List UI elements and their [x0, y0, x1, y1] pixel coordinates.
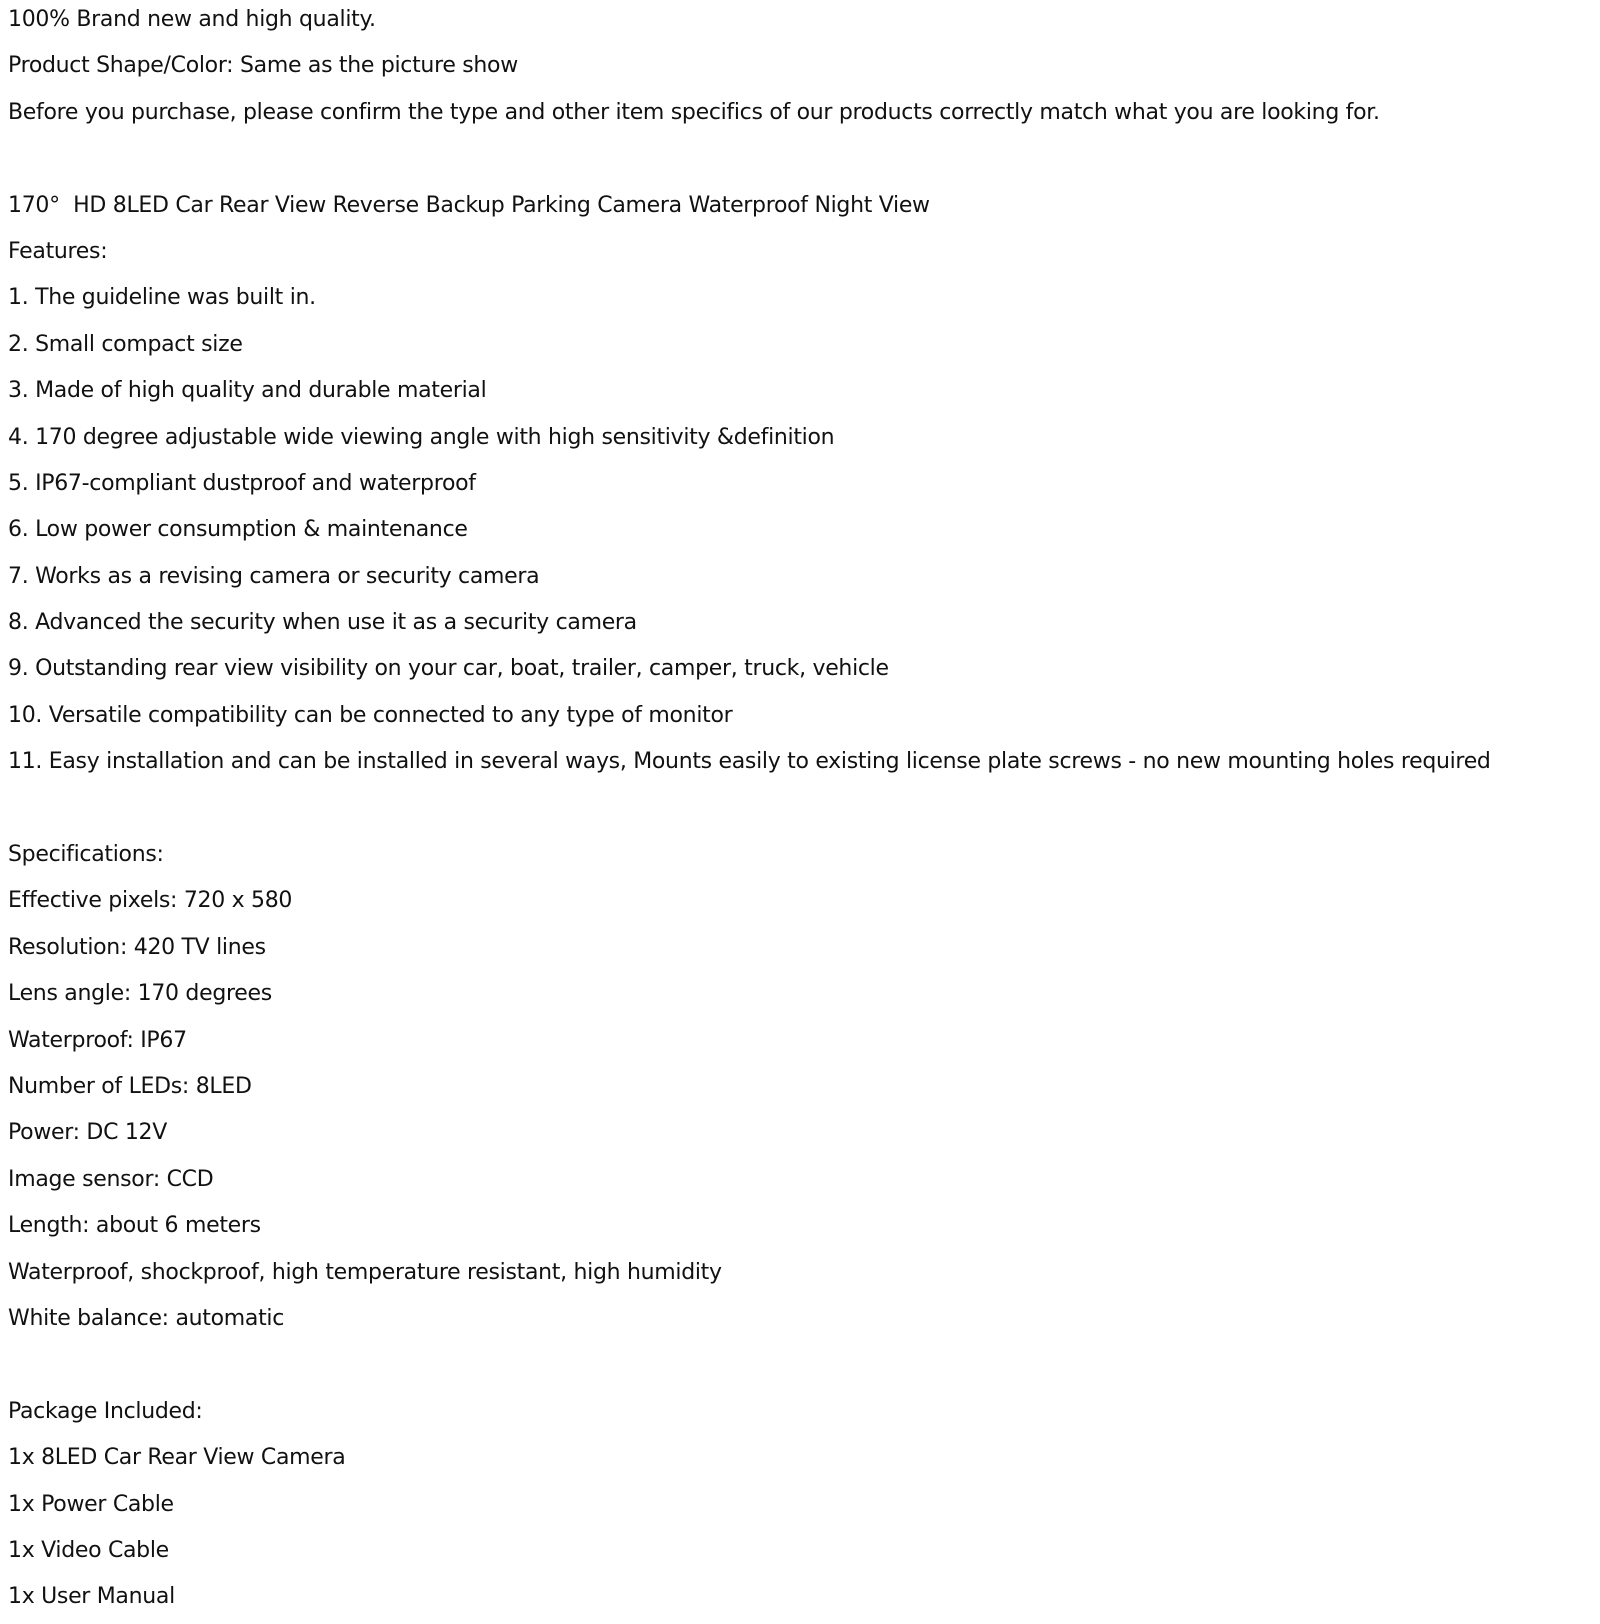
spec-item: Lens angle: 170 degrees: [8, 981, 272, 1007]
feature-item: 5. IP67-compliant dustproof and waterproof: [8, 470, 476, 496]
package-item: 1x User Manual: [8, 1584, 175, 1610]
spec-item: Waterproof, shockproof, high temperature resistant, high humidity: [8, 1259, 722, 1285]
package-item: 1x Video Cable: [8, 1537, 169, 1563]
product-title: 170° HD 8LED Car Rear View Reverse Backup Parking Camera Waterproof Night View: [8, 192, 930, 218]
intro-quality-text: 100% Brand new and high quality.: [8, 7, 376, 32]
package-heading: Package Included:: [8, 1398, 203, 1424]
specifications-section: [8, 835, 1600, 1345]
spec-item: Waterproof: IP67: [8, 1027, 187, 1053]
feature-item: 1. The guideline was built in.: [8, 285, 316, 311]
spec-item: White balance: automatic: [8, 1305, 285, 1331]
blank-line: [8, 789, 1600, 835]
features-section: [8, 186, 1600, 789]
spec-item: Effective pixels: 720 x 580: [8, 888, 293, 914]
intro-purchase-note-text: Before you purchase, please confirm the type and other item specifics of our products correctly match what you are looking for.: [8, 99, 1380, 125]
specifications-heading: Specifications:: [8, 842, 164, 868]
spec-item: Length: about 6 meters: [8, 1213, 261, 1239]
package-item: 1x 8LED Car Rear View Camera: [8, 1445, 346, 1471]
feature-item: 3. Made of high quality and durable material: [8, 378, 487, 404]
feature-item: 9. Outstanding rear view visibility on your car, boat, trailer, camper, truck, vehicle: [8, 656, 889, 682]
intro-shape-color-text: Product Shape/Color: Same as the picture show: [8, 53, 518, 79]
feature-item: 10. Versatile compatibility can be connected to any type of monitor: [8, 702, 733, 728]
spec-item: Resolution: 420 TV lines: [8, 934, 266, 960]
intro-section: [8, 0, 1600, 139]
spec-item: Power: DC 12V: [8, 1120, 167, 1146]
feature-item: 6. Low power consumption & maintenance: [8, 517, 468, 543]
spec-item: Number of LEDs: 8LED: [8, 1073, 252, 1099]
features-heading: Features:: [8, 238, 108, 264]
blank-line: [8, 139, 1600, 185]
feature-item: 8. Advanced the security when use it as a security camera: [8, 610, 637, 636]
feature-item: 11. Easy installation and can be installed in several ways, Mounts easily to existing license plate screws - no new mounting holes required: [8, 749, 1491, 775]
package-item: 1x Power Cable: [8, 1491, 174, 1517]
feature-item: 4. 170 degree adjustable wide viewing angle with high sensitivity &definition: [8, 424, 835, 450]
spec-item: Image sensor: CCD: [8, 1166, 214, 1192]
feature-item: 7. Works as a revising camera or security camera: [8, 563, 540, 589]
package-section: [8, 1392, 1600, 1624]
feature-item: 2. Small compact size: [8, 331, 243, 357]
blank-line: [8, 1345, 1600, 1391]
